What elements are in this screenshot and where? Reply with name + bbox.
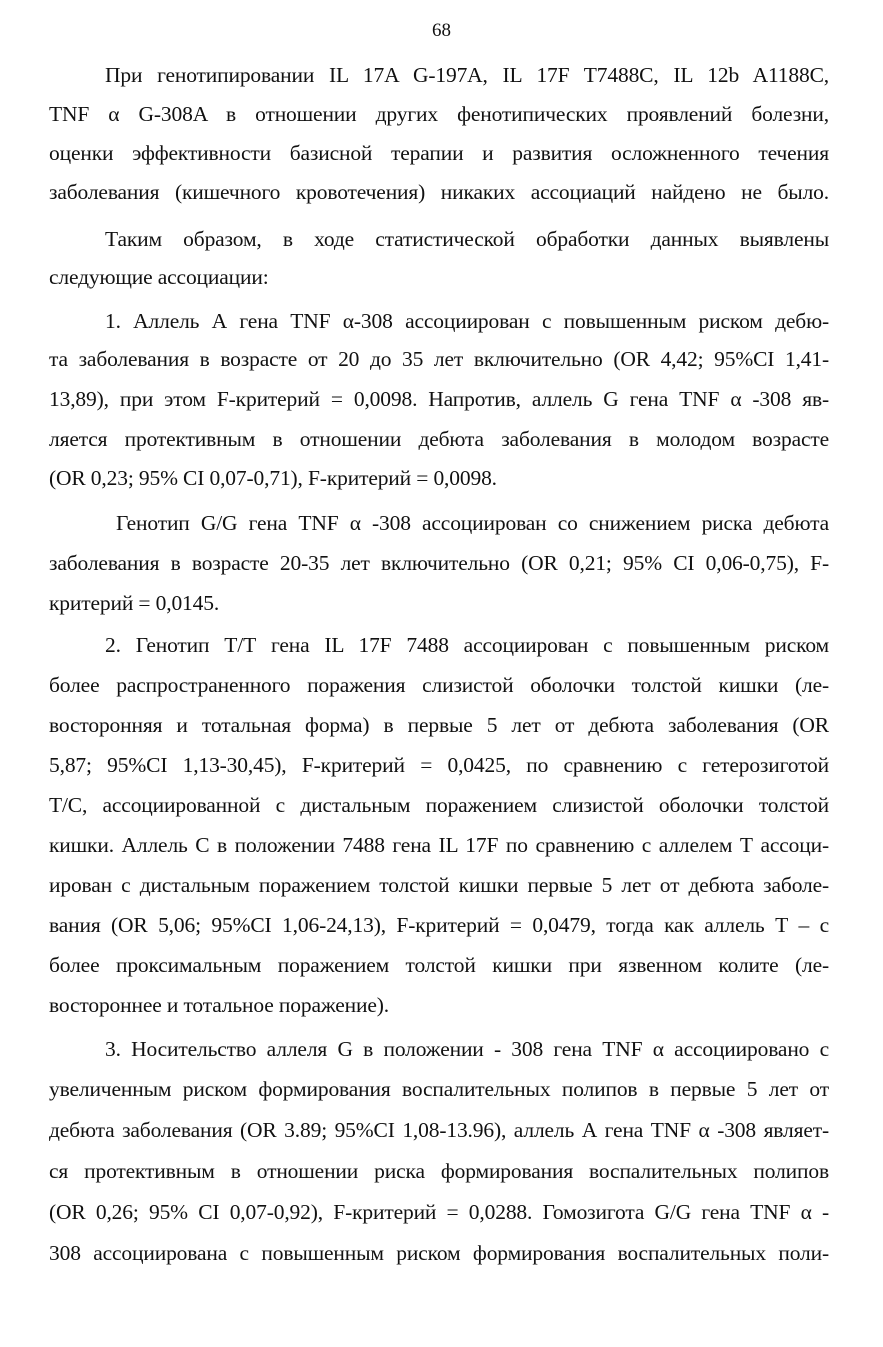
page-number: 68	[432, 20, 451, 41]
text-line: ся протективным в отношении риска формирования воспалительных полипов	[49, 1159, 829, 1183]
text-line: вания (OR 5,06; 95%CI 1,06-24,13), F-критерий = 0,0479, тогда как аллель Т – с	[49, 913, 829, 937]
text-line: та заболевания в возрасте от 20 до 35 лет включительно (OR 4,42; 95%CI 1,41-	[49, 347, 829, 371]
text-line: оценки эффективности базисной терапии и развития осложненного течения	[49, 141, 829, 165]
text-line: востороннее и тотальное поражение).	[49, 993, 389, 1017]
text-line: 308 ассоциирована с повышенным риском формирования воспалительных поли-	[49, 1241, 829, 1265]
text-line: Генотип G/G гена TNF α -308 ассоциирован со снижением риска дебюта	[116, 511, 829, 535]
text-line: ляется протективным в отношении дебюта заболевания в молодом возрасте	[49, 427, 829, 451]
text-line: TNF α G-308A в отношении других фенотипических проявлений болезни,	[49, 102, 829, 126]
text-line: ирован с дистальным поражением толстой кишки первые 5 лет от дебюта заболе-	[49, 873, 829, 897]
text-line: 13,89), при этом F-критерий = 0,0098. Напротив, аллель G гена TNF α -308 яв-	[49, 387, 829, 411]
text-line: 1. Аллель А гена TNF α-308 ассоциирован с повышенным риском дебю-	[105, 309, 829, 333]
text-line: (OR 0,26; 95% CI 0,07-0,92), F-критерий = 0,0288. Гомозигота G/G гена TNF α -	[49, 1200, 829, 1224]
text-line: (OR 0,23; 95% CI 0,07-0,71), F-критерий = 0,0098.	[49, 466, 497, 490]
text-line: увеличенным риском формирования воспалительных полипов в первые 5 лет от	[49, 1077, 829, 1101]
text-line: Таким образом, в ходе статистической обработки данных выявлены	[105, 227, 829, 251]
text-line: более распространенного поражения слизистой оболочки толстой кишки (ле-	[49, 673, 829, 697]
text-line: дебюта заболевания (OR 3.89; 95%CI 1,08-13.96), аллель А гена TNF α -308 являет-	[49, 1118, 829, 1142]
text-line: При генотипировании IL 17A G-197A, IL 17F T7488C, IL 12b A1188C,	[105, 63, 829, 87]
text-line: T/C, ассоциированной с дистальным поражением слизистой оболочки толстой	[49, 793, 829, 817]
text-line: восторонняя и тотальная форма) в первые 5 лет от дебюта заболевания (OR	[49, 713, 829, 737]
text-line: 5,87; 95%CI 1,13-30,45), F-критерий = 0,0425, по сравнению с гетерозиготой	[49, 753, 829, 777]
text-line: заболевания в возрасте 20-35 лет включительно (OR 0,21; 95% CI 0,06-0,75), F-	[49, 551, 829, 575]
text-line: заболевания (кишечного кровотечения) никаких ассоциаций найдено не было.	[49, 180, 829, 204]
text-line: кишки. Аллель С в положении 7488 гена IL 17F по сравнению с аллелем Т ассоци-	[49, 833, 829, 857]
text-line: 2. Генотип Т/Т гена IL 17F 7488 ассоциирован с повышенным риском	[105, 633, 829, 657]
text-line: более проксимальным поражением толстой кишки при язвенном колите (ле-	[49, 953, 829, 977]
text-line: критерий = 0,0145.	[49, 591, 220, 615]
text-line: следующие ассоциации:	[49, 265, 269, 289]
text-line: 3. Носительство аллеля G в положении - 308 гена TNF α ассоциировано с	[105, 1037, 829, 1061]
